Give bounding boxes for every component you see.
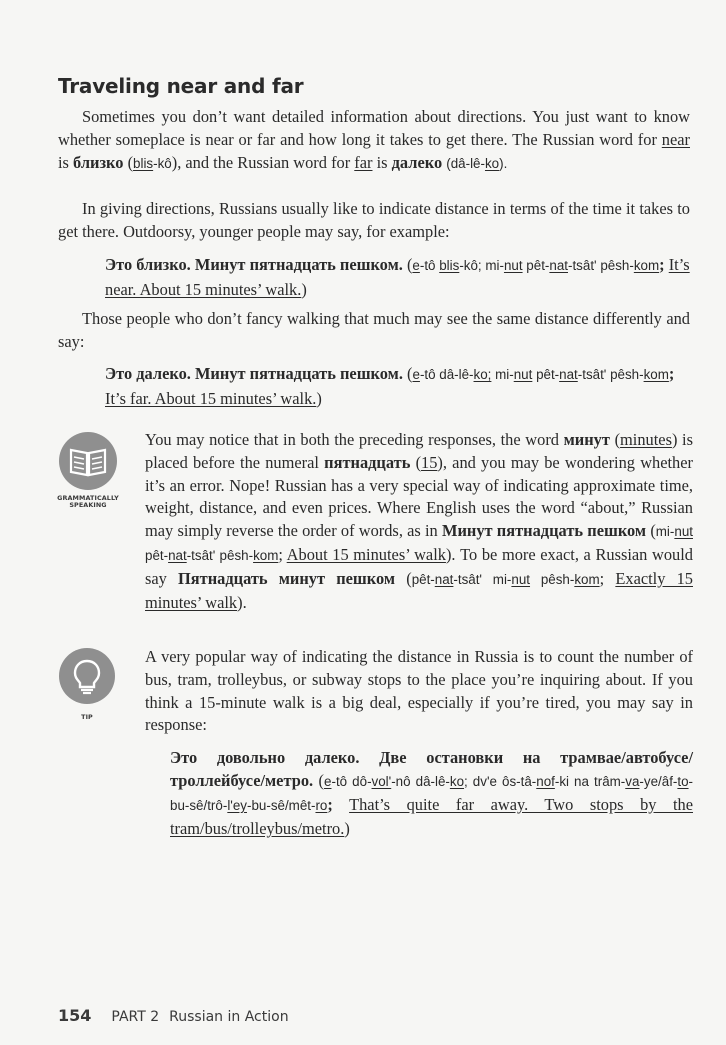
part-label: PART 2: [111, 1009, 160, 1025]
page-number: 154: [58, 1006, 92, 1025]
translation-tram-stops: That’s quite far away. Two stops by the tram/bus/trolleybus/metro.: [170, 795, 693, 838]
russian-word-blizko: близко: [73, 153, 124, 172]
lightbulb-icon: [59, 648, 115, 704]
example-near: Это близко. Минут пятнадцать пешком. (e-tô blis-kô; mi-nut pêt-nat-tsât' pêsh-kom; It’s near. About 15 minutes’ walk.): [105, 255, 690, 299]
paragraph-directions: In giving directions, Russians usually like to indicate distance in terms of the time it takes to get there. Outdoorsy, younger people may say, for example:: [58, 199, 690, 241]
part-title: Russian in Action: [169, 1009, 289, 1025]
tip-caption: TIP: [81, 713, 93, 721]
page-footer: [58, 1006, 289, 1025]
badge-caption: GRAMMATICALLY SPEAKING: [57, 494, 119, 509]
grammar-note: You may notice that in both the preceding responses, the word минут (minutes) is placed before the numeral пятнадцать (15), and you may be wondering whether it’s an error. Nope! Russian has a very special way of indicating approximate time, weight, distance, and even prices. Where English uses the word “about,” Russian may simply reverse the order of words, as in Минут пятнадцать пешком (mi-nut pêt-nat-tsât' pêsh-kom; About 15 minutes’ walk). To be more exact, a Russian would say Пятнадцать минут пешком (pêt-nat-tsât' mi-nut pêsh-kom; Exactly 15 minutes’ walk).: [145, 430, 693, 612]
translation-far: It’s far. About 15 minutes’ walk.: [105, 388, 317, 408]
paragraph-intro: Sometimes you don’t want detailed information about directions. You just want to know whether someplace is near or far and how long it takes to get there. The Russian word for near is близко (blis-kô), and the Russian word for far is далеко (dâ-lê-ko).: [58, 107, 690, 172]
word-near: near: [661, 130, 690, 149]
example-far: Это далеко. Минут пятнадцать пешком. (e-tô dâ-lê-ko; mi-nut pêt-nat-tsât' pêsh-kom; It’s far. About 15 minutes’ walk.): [105, 364, 675, 408]
paragraph-others: Those people who don’t fancy walking that much may see the same distance differently and say:: [58, 309, 690, 351]
translation-near: It’s near. About 15 minutes’ walk.: [105, 255, 690, 299]
russian-word-daleko: далеко: [391, 153, 443, 172]
tip-text: A very popular way of indicating the distance in Russia is to count the number of bus, tram, trolleybus, or subway stops to the place you’re inquiring about. If you think a 15-minute walk is a big deal, especially if you’re tired, you may say in response:: [145, 647, 693, 735]
section-heading: Traveling near and far: [58, 74, 304, 98]
grammatically-speaking-badge: [52, 432, 124, 509]
word-far: far: [354, 153, 373, 172]
open-book-icon: [59, 432, 117, 490]
example-tram-stops: Это довольно далеко. Две остановки на трамвае/автобусе/троллейбусе/метро. (e-tô dô-vol'-nô dâ-lê-ko; dv'e ôs-tâ-nof-ki na trâm-va-ye/âf-to-bu-sê/trô-l'ey-bu-sê/mêt-ro; That’s quite far away. Two stops by the tram/bus/trolleybus/metro.): [170, 748, 694, 838]
tip-badge: [58, 648, 116, 721]
